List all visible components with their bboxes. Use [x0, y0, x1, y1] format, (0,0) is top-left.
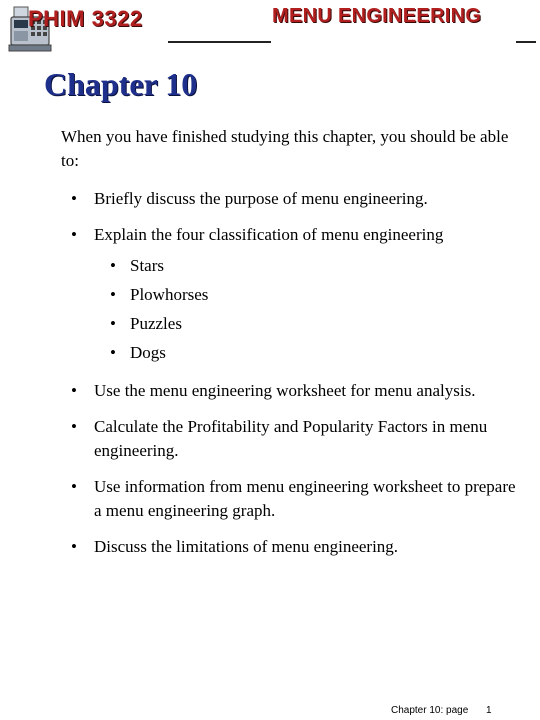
objective-item — [67, 379, 521, 403]
bullet-icon: • — [71, 477, 77, 496]
bullet-icon: • — [71, 381, 77, 400]
classification-item — [110, 280, 521, 309]
course-code: PHIM 3322 — [28, 6, 143, 31]
objective-item — [67, 475, 521, 523]
classification-label: Stars — [130, 256, 164, 275]
bullet-icon: • — [71, 225, 77, 244]
classification-item — [110, 338, 521, 367]
page-header — [0, 0, 540, 58]
objective-item — [67, 535, 521, 559]
bullet-icon: • — [110, 343, 116, 362]
classification-list — [94, 251, 521, 367]
objectives-content — [61, 125, 521, 571]
objective-item — [67, 415, 521, 463]
bullet-icon: • — [110, 314, 116, 333]
objective-text: Use the menu engineering worksheet for menu analysis. — [94, 381, 476, 400]
classification-label: Dogs — [130, 343, 166, 362]
objective-text: Calculate the Profitability and Popularity Factors in menu engineering. — [94, 417, 488, 460]
objective-item — [67, 223, 521, 367]
bullet-icon: • — [71, 417, 77, 436]
bullet-icon: • — [110, 285, 116, 304]
classification-label: Plowhorses — [130, 285, 209, 304]
objective-text: Discuss the limitations of menu engineering. — [94, 537, 399, 556]
classification-item — [110, 251, 521, 280]
objective-text: Explain the four classification of menu engineering — [94, 225, 444, 244]
objective-text: Use information from menu engineering worksheet to prepare a menu engineering graph. — [94, 477, 516, 520]
bullet-icon: • — [71, 537, 77, 556]
section-title: MENU ENGINEERING — [272, 5, 482, 27]
footer-page-number: 1 — [486, 705, 492, 716]
header-rule-right — [516, 41, 536, 43]
objective-item — [67, 187, 521, 211]
intro-text: When you have finished studying this chapter, you should be able to: — [61, 127, 509, 170]
bullet-icon: • — [110, 256, 116, 275]
classification-label: Puzzles — [130, 314, 182, 333]
header-rule-left — [168, 41, 271, 43]
footer-page-label: Chapter 10: page — [391, 705, 469, 716]
objective-text: Briefly discuss the purpose of menu engineering. — [94, 189, 428, 208]
chapter-title: Chapter 10 — [44, 66, 198, 102]
bullet-icon: • — [71, 189, 77, 208]
classification-item — [110, 309, 521, 338]
